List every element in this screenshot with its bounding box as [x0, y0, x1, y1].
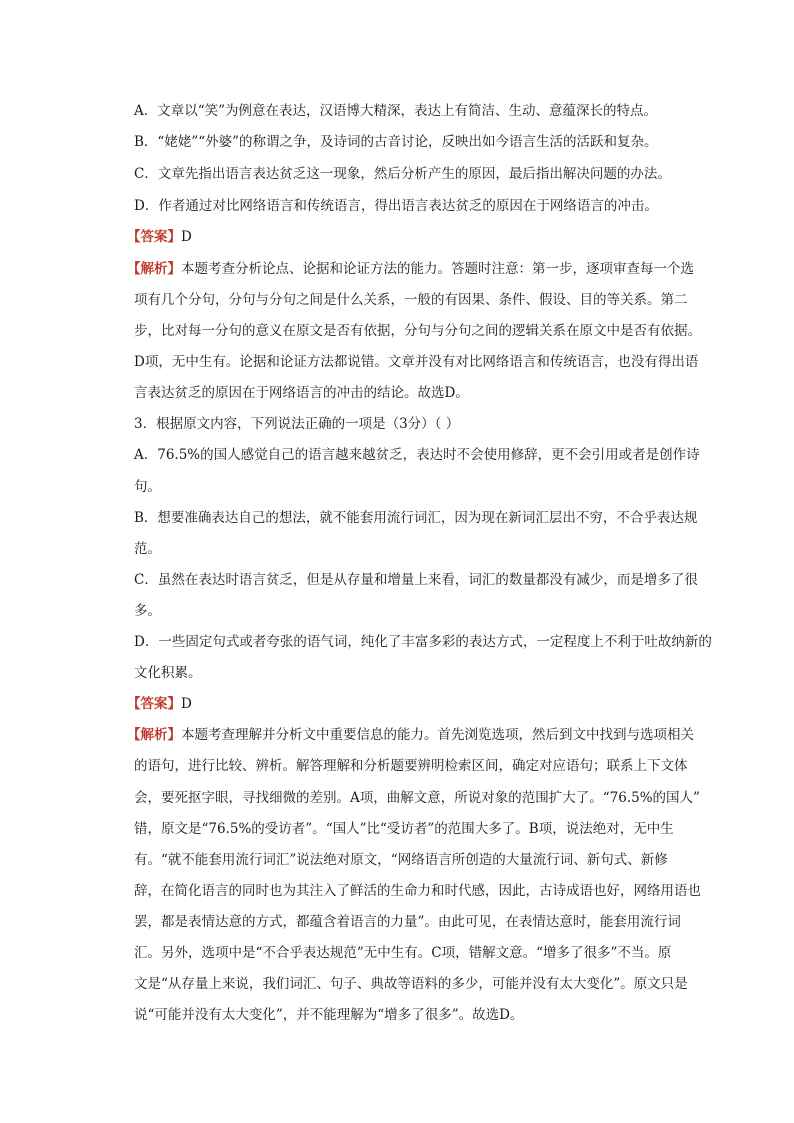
q2-option-b: B．“姥姥”“外婆”的称谓之争，及诗词的古音讨论，反映出如今语言生活的活跃和复杂。	[134, 134, 658, 150]
q3-analysis-line-9: 文是“从存量上来说，我们词汇、句子、典故等语料的多少，可能并没有太大变化”。原文只是	[134, 976, 688, 992]
q2-option-c: C．文章先指出语言表达贫乏这一现象，然后分析产生的原因，最后指出解决问题的办法。	[134, 166, 671, 182]
q3-option-line-5: C．虽然在表达时语言贫乏，但是从存量和增量上来看，词汇的数量都没有减少，而是增多了很	[134, 572, 698, 588]
analysis-label: 【解析】	[127, 261, 181, 277]
q2-analysis-line-3: 步，比对每一分句的意义在原文是否有依据，分句与分句之间的逻辑关系在原文中是否有依据。	[134, 323, 701, 339]
q3-analysis-line-4: 错，原文是“76.5%的受访者”。“国人”比“受访者”的范围大多了。B项，说法绝对，无中生	[134, 821, 674, 837]
answer-value: D	[181, 229, 192, 245]
analysis-text: 本题考查理解并分析文中重要信息的能力。首先浏览选项，然后到文中找到与选项相关	[181, 727, 694, 743]
q3-answer	[127, 694, 727, 714]
q3-analysis-line-2: 的语句，进行比较、辨析。解答理解和分析题要辨明检索区间，确定对应语句；联系上下文体	[134, 758, 688, 774]
q2-analysis-line-2: 项有几个分句，分句与分句之间是什么关系，一般的有因果、条件、假设、目的等关系。第二	[134, 292, 688, 308]
q3-question: 3．根据原文内容，下列说法正确的一项是（3分）（ ）	[134, 416, 460, 432]
q2-analysis-line-1	[127, 259, 727, 279]
q3-option-line-4: 范。	[134, 541, 161, 557]
answer-value: D	[181, 696, 192, 712]
q3-analysis-line-8: 汇。另外，选项中是“不合乎表达规范”无中生有。C项，错解文意。“增多了很多”不当。原	[134, 945, 672, 961]
answer-label: 【答案】	[127, 229, 181, 245]
q3-option-line-2: 句。	[134, 479, 161, 495]
q3-option-line-3: B．想要准确表达自己的想法，就不能套用流行词汇，因为现在新词汇层出不穷，不合乎表达规	[134, 510, 698, 526]
q3-analysis-line-6: 辞，在简化语言的同时也为其注入了鲜活的生命力和时代感，因此，古诗成语也好，网络用语也	[134, 883, 701, 899]
q3-option-line-8: 文化积累。	[134, 665, 202, 681]
q2-analysis-line-5: 言表达贫乏的原因在于网络语言的冲击的结论。故选D。	[134, 385, 469, 401]
q3-option-line-7: D．一些固定句式或者夸张的语气词，纯化了丰富多彩的表达方式，一定程度上不利于吐故纳新的	[134, 634, 712, 650]
q2-option-a: A．文章以“笑”为例意在表达，汉语博大精深，表达上有简洁、生动、意蕴深长的特点。	[134, 103, 658, 119]
q3-analysis-line-1	[127, 725, 727, 745]
q3-analysis-line-5: 有。“就不能套用流行词汇”说法绝对原文，“网络语言所创造的大量流行词、新句式、新修	[134, 852, 668, 868]
q3-option-line-1: A．76.5%的国人感觉自己的语言越来越贫乏，表达时不会使用修辞，更不会引用或者是创作诗	[134, 447, 700, 463]
analysis-label: 【解析】	[127, 727, 181, 743]
q3-option-line-6: 多。	[134, 603, 161, 619]
q3-analysis-line-7: 罢，都是表情达意的方式，都蕴含着语言的力量”。由此可见，在表情达意时，能套用流行词	[134, 914, 681, 930]
q2-option-d: D．作者通过对比网络语言和传统语言，得出语言表达贫乏的原因在于网络语言的冲击。	[134, 198, 658, 214]
q2-answer	[127, 227, 727, 247]
q3-analysis-line-3: 会，要死抠字眼，寻找细微的差别。A项，曲解文意，所说对象的范围扩大了。“76.5%的国人”	[134, 790, 700, 806]
q3-analysis-line-10: 说“可能并没有太大变化”，并不能理解为“增多了很多”。故选D。	[134, 1007, 524, 1023]
answer-label: 【答案】	[127, 696, 181, 712]
q2-analysis-line-4: D项，无中生有。论据和论证方法都说错。文章并没有对比网络语言和传统语言，也没有得出语	[134, 354, 699, 370]
analysis-text: 本题考查分析论点、论据和论证方法的能力。答题时注意：第一步，逐项审查每一个选	[181, 261, 694, 277]
